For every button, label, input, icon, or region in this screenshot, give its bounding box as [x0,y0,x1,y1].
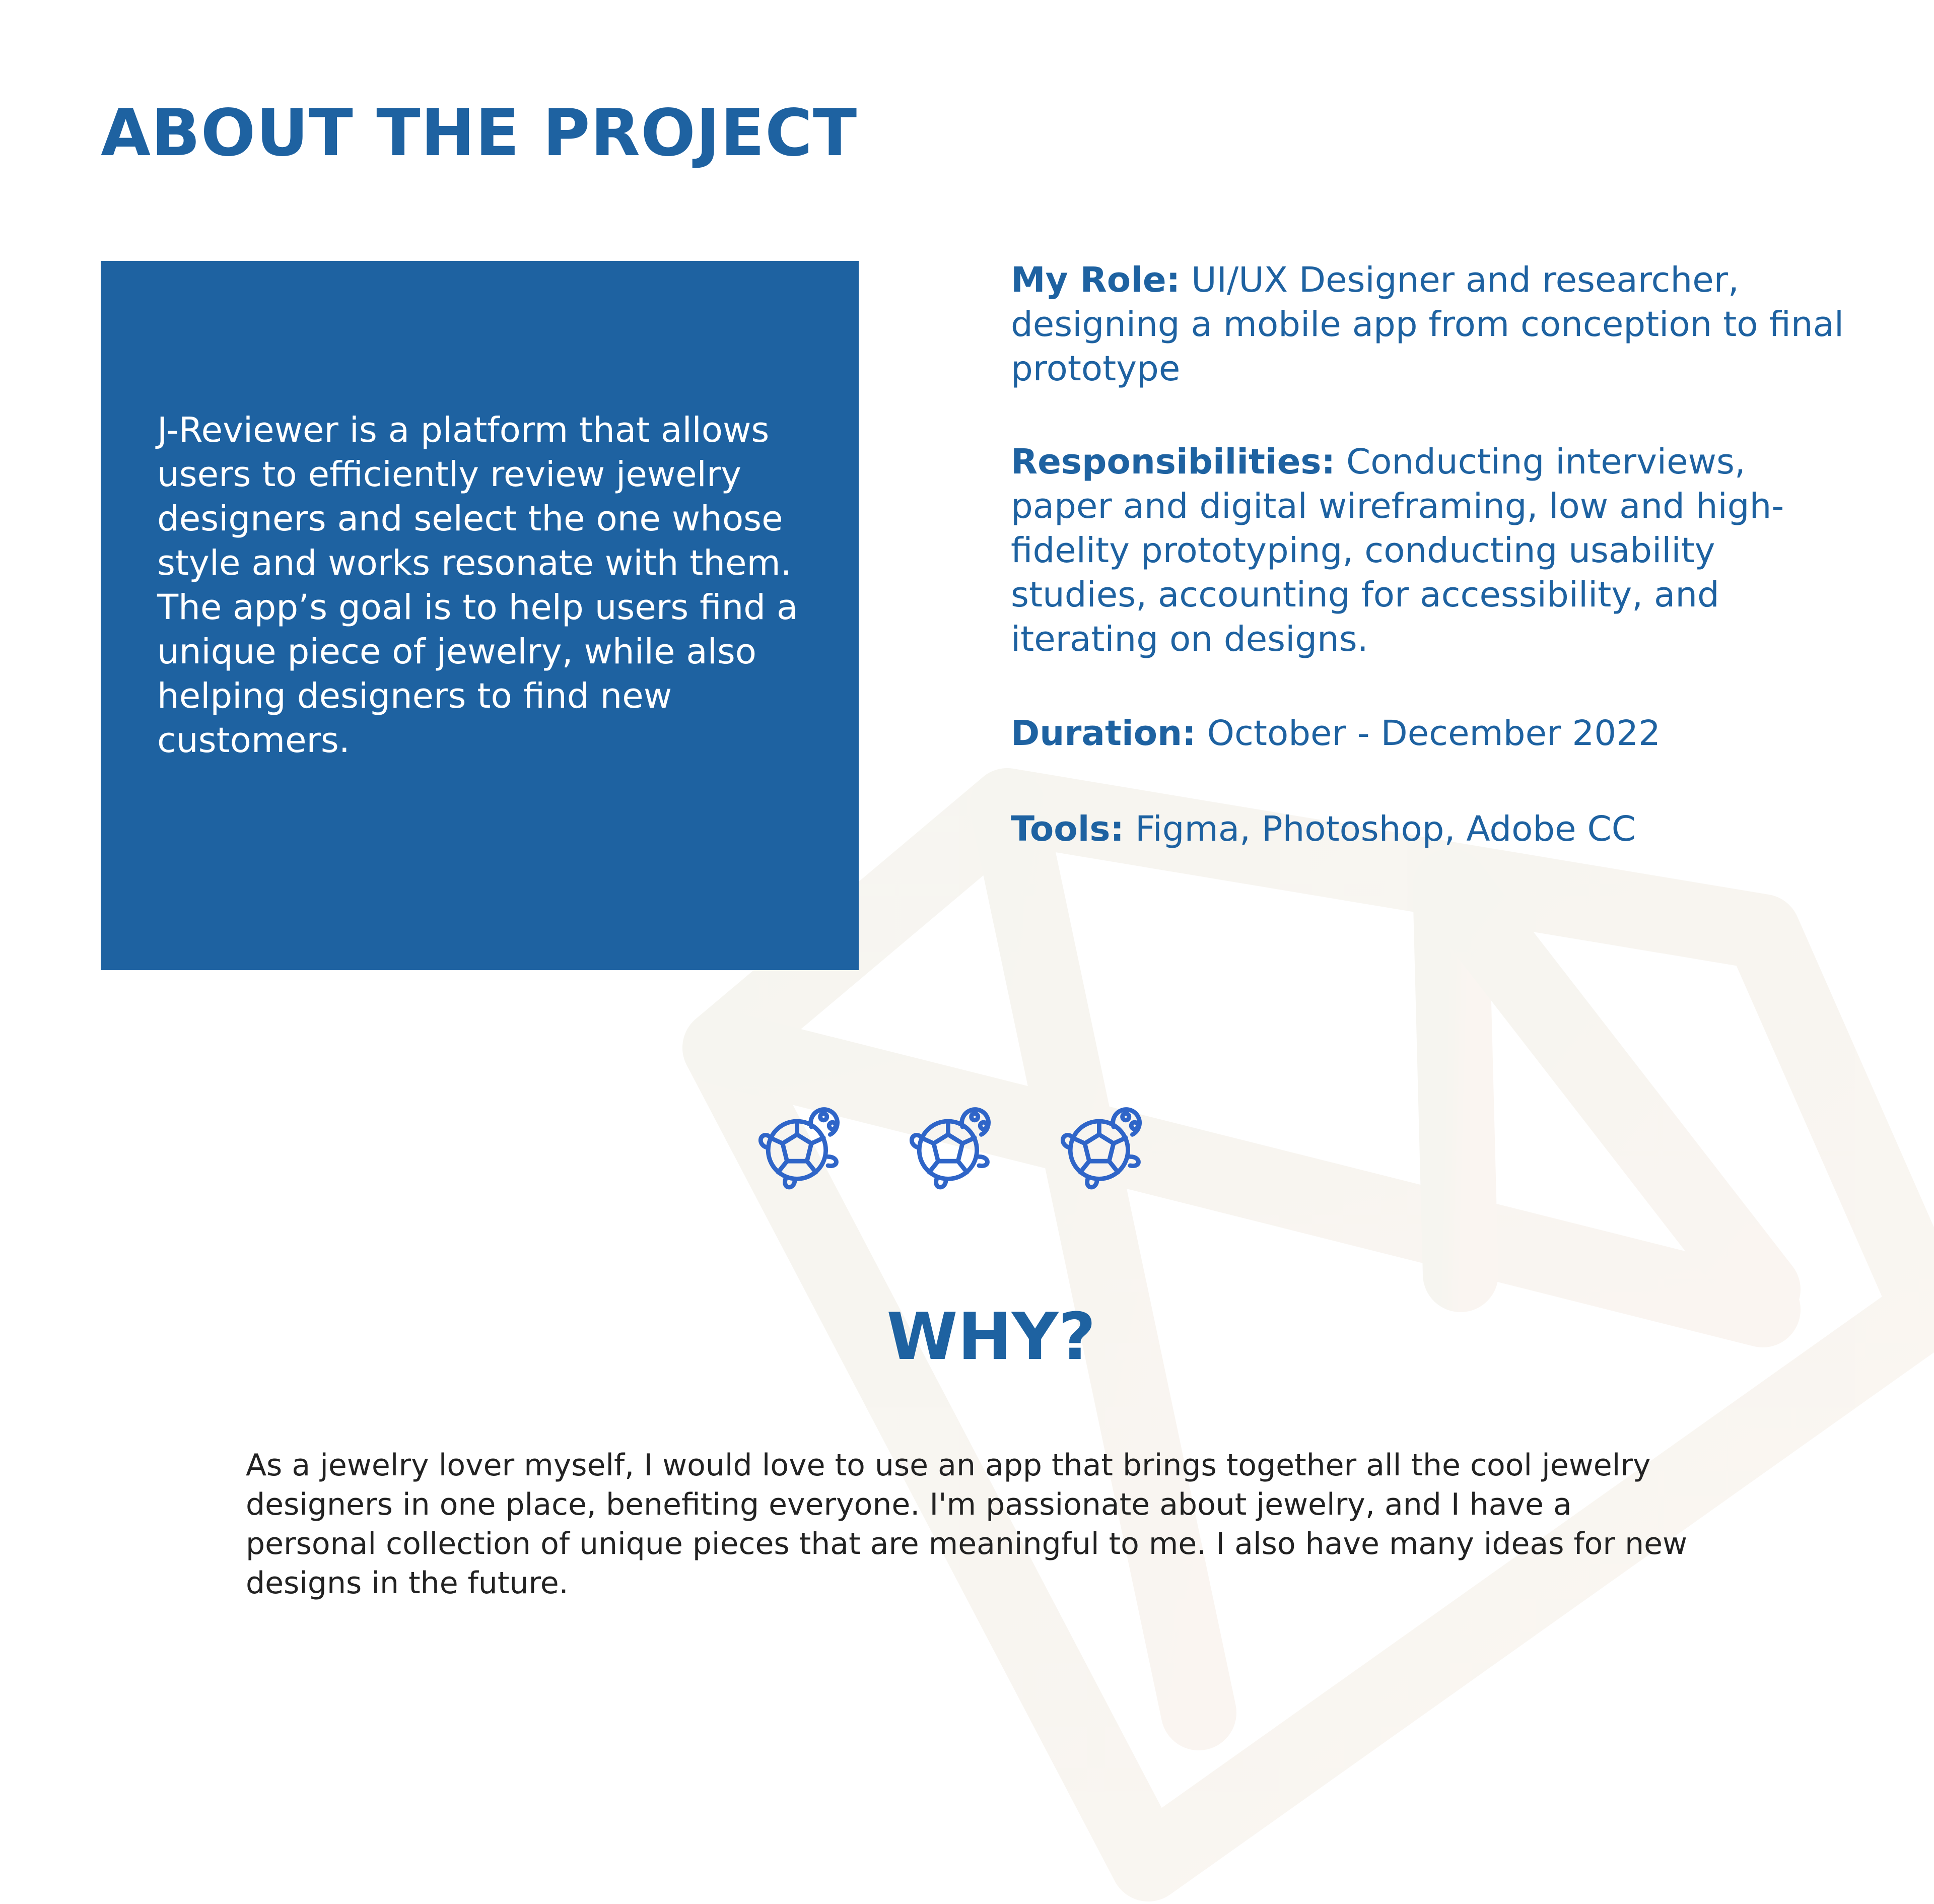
responsibilities-detail [1011,440,1847,661]
turtle-icon [1053,1088,1163,1199]
project-details [1011,258,1847,851]
project-summary-text: J-Reviewer is a platform that allows users to efficiently review jewelry designers and select the one whose style and works resonate with them. The app’s goal is to help users find a unique piece of jewelry, while also helping designers to find new customers. [157,410,798,761]
role-label: My Role: [1011,260,1181,300]
role-value: UI/UX Designer and researcher, designing a mobile app from conception to final prototype [1011,260,1844,389]
turtle-divider [750,1088,1179,1204]
duration-label: Duration: [1011,713,1196,754]
responsibilities-label: Responsibilities: [1011,442,1336,482]
tools-value: Figma, Photoshop, Adobe CC [1124,809,1636,849]
page-title: ABOUT THE PROJECT [101,96,858,171]
project-summary-card [101,261,859,970]
duration-value: October - December 2022 [1196,713,1661,754]
why-title: WHY? [886,1300,1096,1375]
why-text: As a jewelry lover myself, I would love to use an app that brings together all the cool jewelry designers in one place, benefiting everyone. I'm passionate about jewelry, and I have a personal collection of unique pieces that are meaningful to me. I also have many ideas for new designs in the future. [246,1448,1688,1601]
role-detail [1011,258,1847,391]
tools-detail [1011,807,1847,851]
turtle-icon [902,1088,1012,1199]
duration-detail [1011,711,1847,756]
tools-label: Tools: [1011,809,1125,849]
responsibilities-value: Conducting interviews, paper and digital wireframing, low and high-fidelity prototyping, conducting usability studies, accounting for accessibility, and iterating on designs. [1011,442,1784,659]
turtle-icon [750,1088,861,1199]
